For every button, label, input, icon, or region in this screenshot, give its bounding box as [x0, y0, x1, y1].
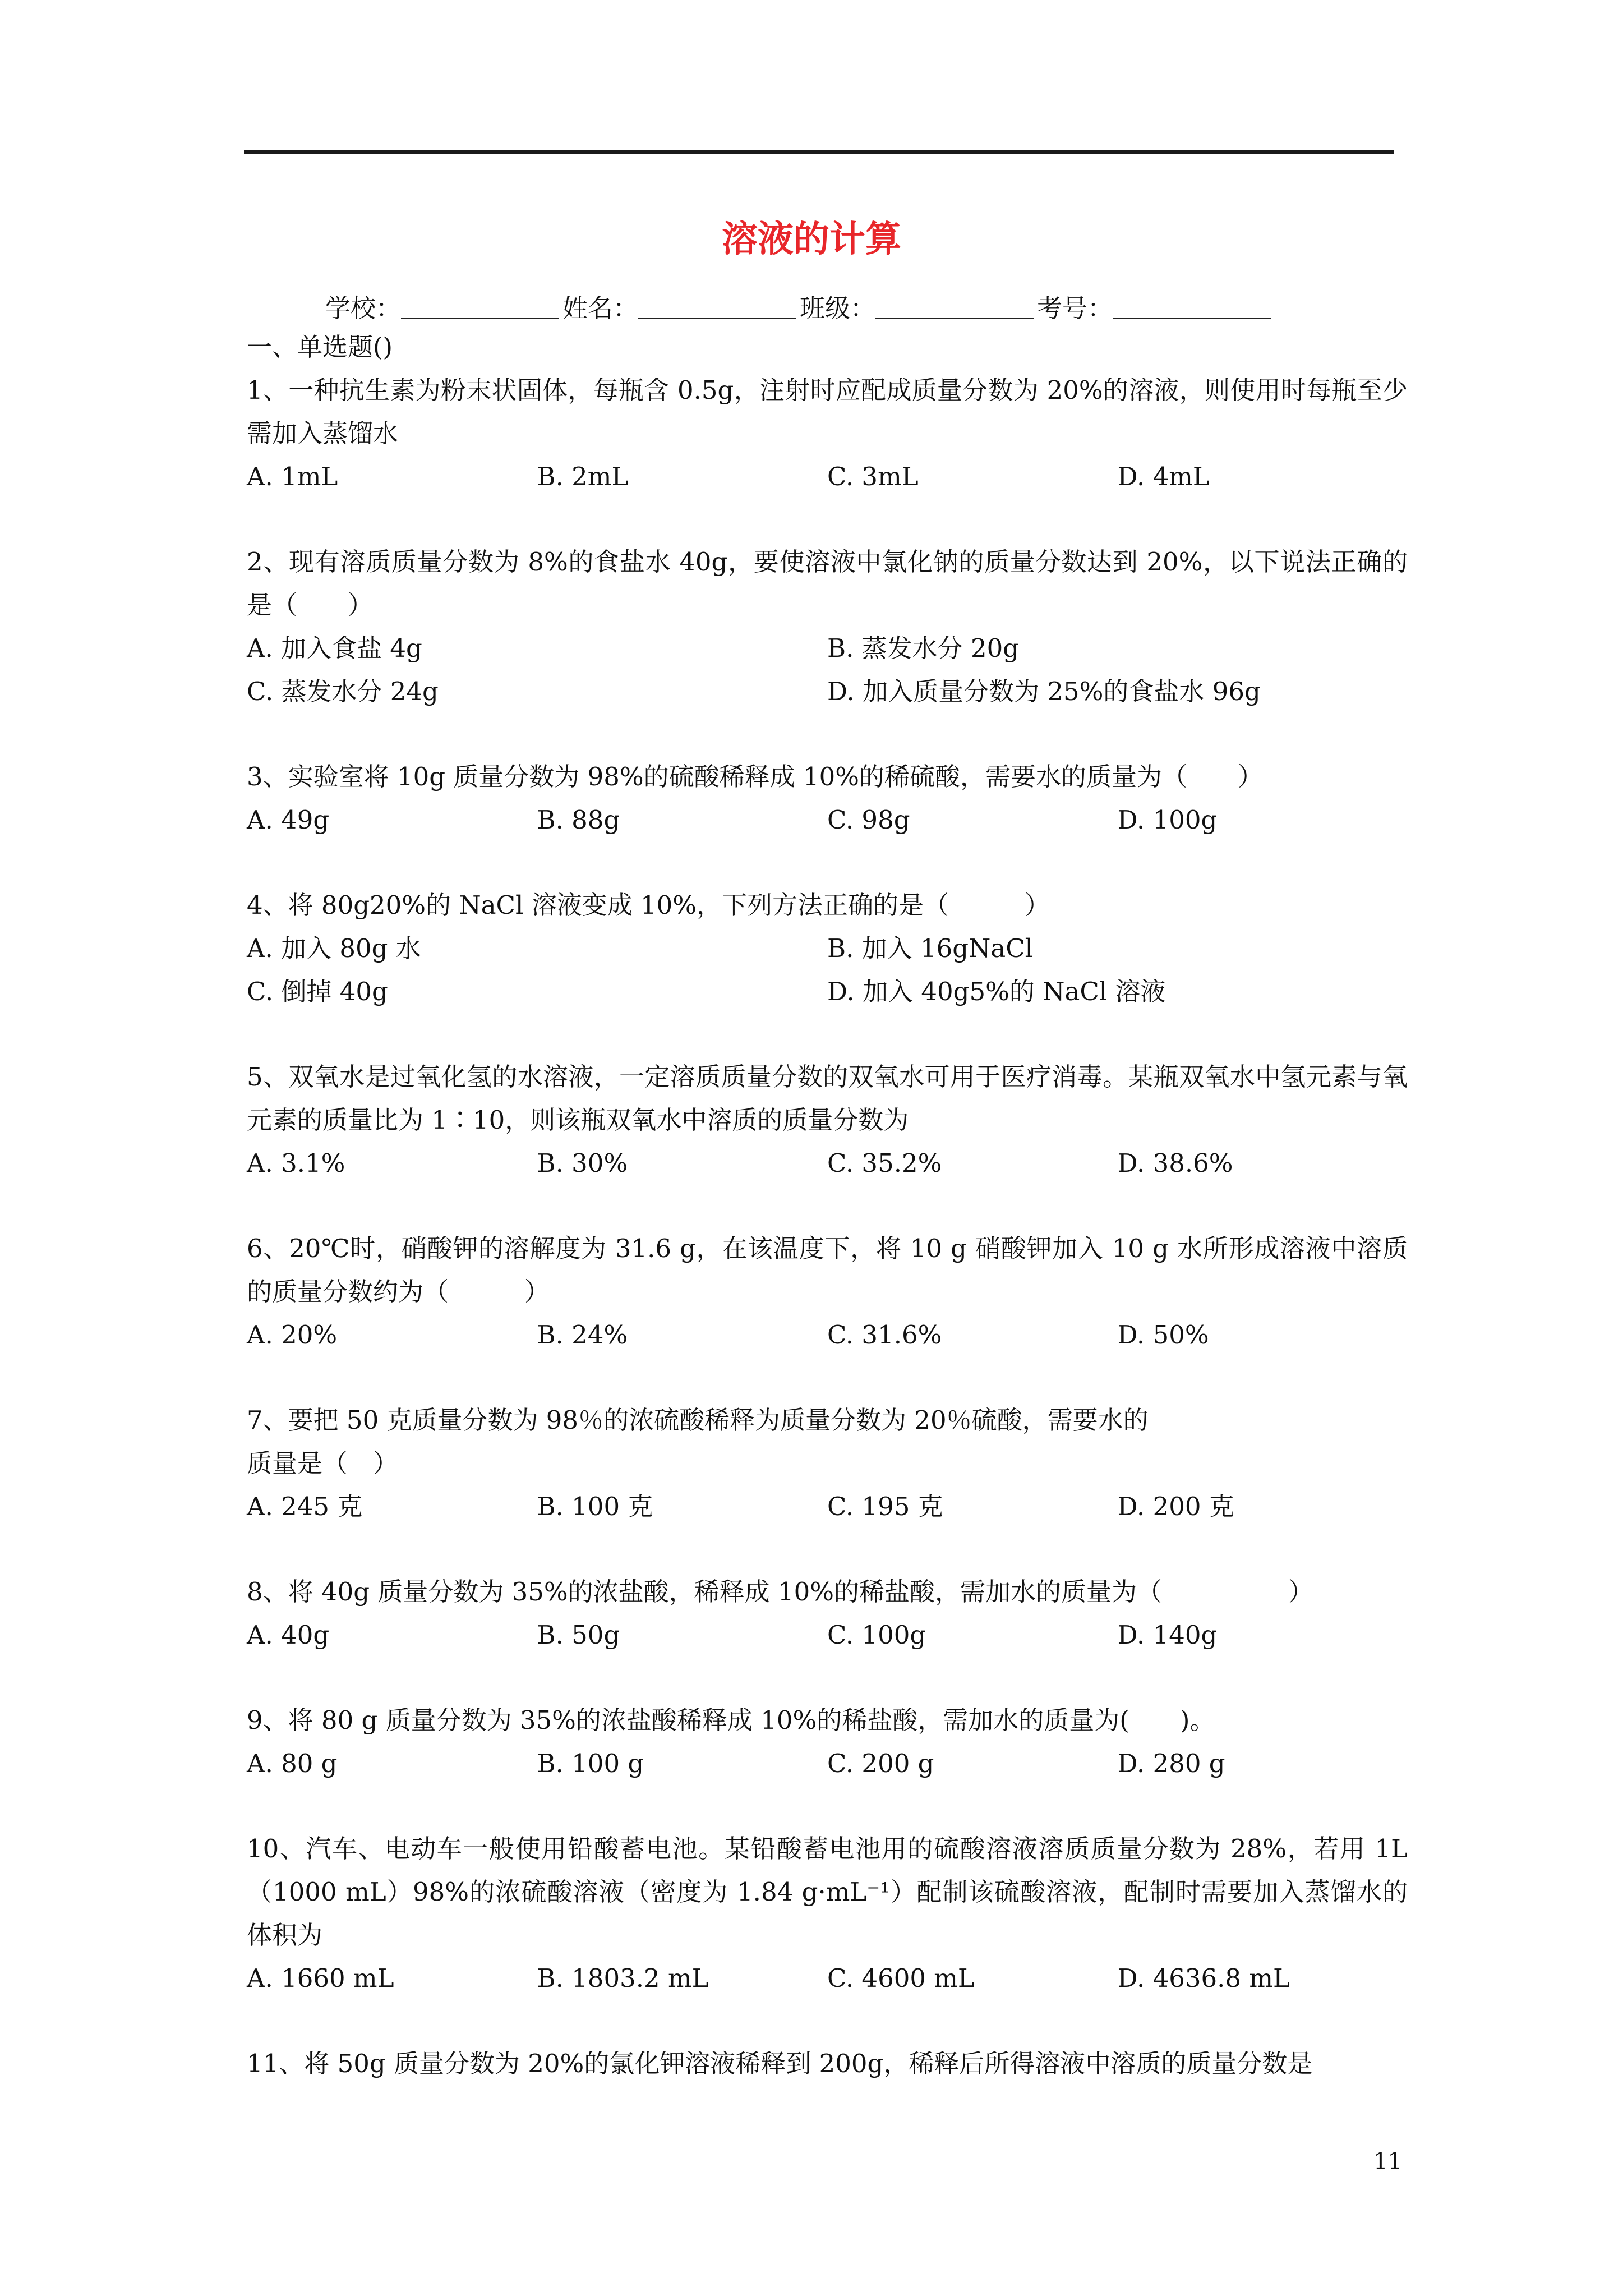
option-a[interactable]: A. 1660 mL — [247, 1963, 394, 1993]
options — [247, 1957, 1408, 2000]
question-5 — [247, 1055, 1408, 1185]
name-blank[interactable] — [638, 295, 796, 319]
option-c[interactable]: C. 蒸发水分 24g — [247, 677, 439, 706]
page-title: 溶液的计算 — [722, 219, 901, 260]
question-stem: 5、双氧水是过氧化氢的水溶液，一定溶质质量分数的双氧水可用于医疗消毒。某瓶双氧水中氢元素与氧元素的质量比为 1∶10，则该瓶双氧水中溶质的质量分数为 — [247, 1062, 1408, 1135]
options — [247, 927, 1408, 1013]
option-c[interactable]: C. 195 克 — [827, 1492, 943, 1521]
option-d[interactable]: D. 50% — [1117, 1320, 1209, 1350]
question-stem: 10、汽车、电动车一般使用铅酸蓄电池。某铅酸蓄电池用的硫酸溶液溶质质量分数为 28%，若用 1L（1000 mL）98%的浓硫酸溶液（密度为 1.84 g·mL⁻¹）配制该硫酸溶液，配制时需要加入蒸馏水的体积为 — [247, 1834, 1408, 1950]
options — [247, 1313, 1408, 1356]
options — [247, 1142, 1408, 1185]
exam-no-blank[interactable] — [1113, 295, 1271, 319]
option-d[interactable]: D. 加入 40g5%的 NaCl 溶液 — [827, 977, 1166, 1006]
option-a[interactable]: A. 1mL — [247, 462, 338, 491]
question-list — [247, 325, 1408, 2127]
option-c[interactable]: C. 98g — [827, 805, 910, 835]
option-b[interactable]: B. 30% — [537, 1148, 628, 1178]
option-d[interactable]: D. 100g — [1117, 805, 1218, 835]
school-label: 学校： — [325, 293, 402, 323]
question-1 — [247, 369, 1408, 498]
option-d[interactable]: D. 200 克 — [1117, 1492, 1234, 1521]
option-d[interactable]: D. 加入质量分数为 25%的食盐水 96g — [827, 677, 1261, 706]
question-stem: 9、将 80 g 质量分数为 35%的浓盐酸稀释成 10%的稀盐酸，需加水的质量为( )。 — [247, 1705, 1215, 1735]
section-title: 一、单选题() — [247, 332, 393, 362]
question-8 — [247, 1570, 1408, 1657]
question-stem: 4、将 80g20%的 NaCl 溶液变成 10%，下列方法正确的是（ ） — [247, 890, 1050, 920]
question-stem-cont: 质量是（ ） — [247, 1448, 399, 1478]
option-b[interactable]: B. 24% — [537, 1320, 628, 1350]
question-stem: 11、将 50g 质量分数为 20%的氯化钾溶液稀释到 200g，稀释后所得溶液中溶质的质量分数是 — [247, 2049, 1313, 2078]
option-b[interactable]: B. 100 克 — [537, 1492, 653, 1521]
option-c[interactable]: C. 31.6% — [827, 1320, 942, 1350]
options — [247, 1485, 1408, 1528]
question-10 — [247, 1827, 1408, 2000]
option-d[interactable]: D. 4mL — [1117, 462, 1210, 491]
question-11 — [247, 2042, 1408, 2085]
option-c[interactable]: C. 100g — [827, 1620, 926, 1650]
option-b[interactable]: B. 50g — [537, 1620, 620, 1650]
option-b[interactable]: B. 1803.2 mL — [537, 1963, 709, 1993]
options — [247, 798, 1408, 841]
student-info-row — [325, 289, 1274, 328]
option-b[interactable]: B. 蒸发水分 20g — [827, 633, 1020, 663]
question-4 — [247, 884, 1408, 1013]
option-b[interactable]: B. 100 g — [537, 1749, 644, 1778]
question-6 — [247, 1227, 1408, 1356]
option-a[interactable]: A. 20% — [247, 1320, 338, 1350]
options — [247, 627, 1408, 713]
question-2 — [247, 540, 1408, 713]
options — [247, 455, 1408, 498]
class-blank[interactable] — [875, 295, 1034, 319]
option-d[interactable]: D. 4636.8 mL — [1117, 1963, 1290, 1993]
options — [247, 1613, 1408, 1657]
options — [247, 1742, 1408, 1785]
option-a[interactable]: A. 245 克 — [247, 1492, 363, 1521]
class-label: 班级： — [800, 293, 876, 323]
question-9 — [247, 1699, 1408, 1785]
school-blank[interactable] — [401, 295, 559, 319]
question-7 — [247, 1398, 1408, 1528]
option-d[interactable]: D. 38.6% — [1117, 1148, 1233, 1178]
exam-no-label: 考号： — [1037, 293, 1113, 323]
question-stem: 6、20℃时，硝酸钾的溶解度为 31.6 g，在该温度下，将 10 g 硝酸钾加入 10 g 水所形成溶液中溶质的质量分数约为（ ） — [247, 1234, 1408, 1306]
option-c[interactable]: C. 4600 mL — [827, 1963, 975, 1993]
question-stem: 7、要把 50 克质量分数为 98％的浓硫酸稀释为质量分数为 20％硫酸，需要水的 — [247, 1405, 1149, 1435]
name-label: 姓名： — [562, 293, 639, 323]
option-d[interactable]: D. 280 g — [1117, 1749, 1225, 1778]
option-a[interactable]: A. 加入食盐 4g — [247, 633, 422, 663]
option-c[interactable]: C. 35.2% — [827, 1148, 942, 1178]
page-number: 11 — [1373, 2148, 1402, 2174]
option-a[interactable]: A. 80 g — [247, 1749, 338, 1778]
option-a[interactable]: A. 3.1% — [247, 1148, 345, 1178]
question-stem: 1、一种抗生素为粉末状固体，每瓶含 0.5g，注射时应配成质量分数为 20%的溶液，则使用时每瓶至少需加入蒸馏水 — [247, 375, 1408, 448]
option-a[interactable]: A. 49g — [247, 805, 330, 835]
option-b[interactable]: B. 2mL — [537, 462, 629, 491]
option-a[interactable]: A. 40g — [247, 1620, 330, 1650]
option-c[interactable]: C. 3mL — [827, 462, 919, 491]
option-b[interactable]: B. 88g — [537, 805, 620, 835]
option-a[interactable]: A. 加入 80g 水 — [247, 933, 421, 963]
option-d[interactable]: D. 140g — [1117, 1620, 1218, 1650]
option-c[interactable]: C. 200 g — [827, 1749, 934, 1778]
header-rule — [244, 150, 1394, 154]
question-stem: 3、实验室将 10g 质量分数为 98%的硫酸稀释成 10%的稀硫酸，需要水的质量为（ ） — [247, 762, 1263, 792]
option-b[interactable]: B. 加入 16gNaCl — [827, 933, 1034, 963]
question-stem: 8、将 40g 质量分数为 35%的浓盐酸，稀释成 10%的稀盐酸，需加水的质量为（ ） — [247, 1577, 1313, 1607]
option-c[interactable]: C. 倒掉 40g — [247, 977, 388, 1006]
question-3 — [247, 755, 1408, 841]
question-stem: 2、现有溶质质量分数为 8%的食盐水 40g，要使溶液中氯化钠的质量分数达到 20%，以下说法正确的是（ ） — [247, 547, 1408, 620]
